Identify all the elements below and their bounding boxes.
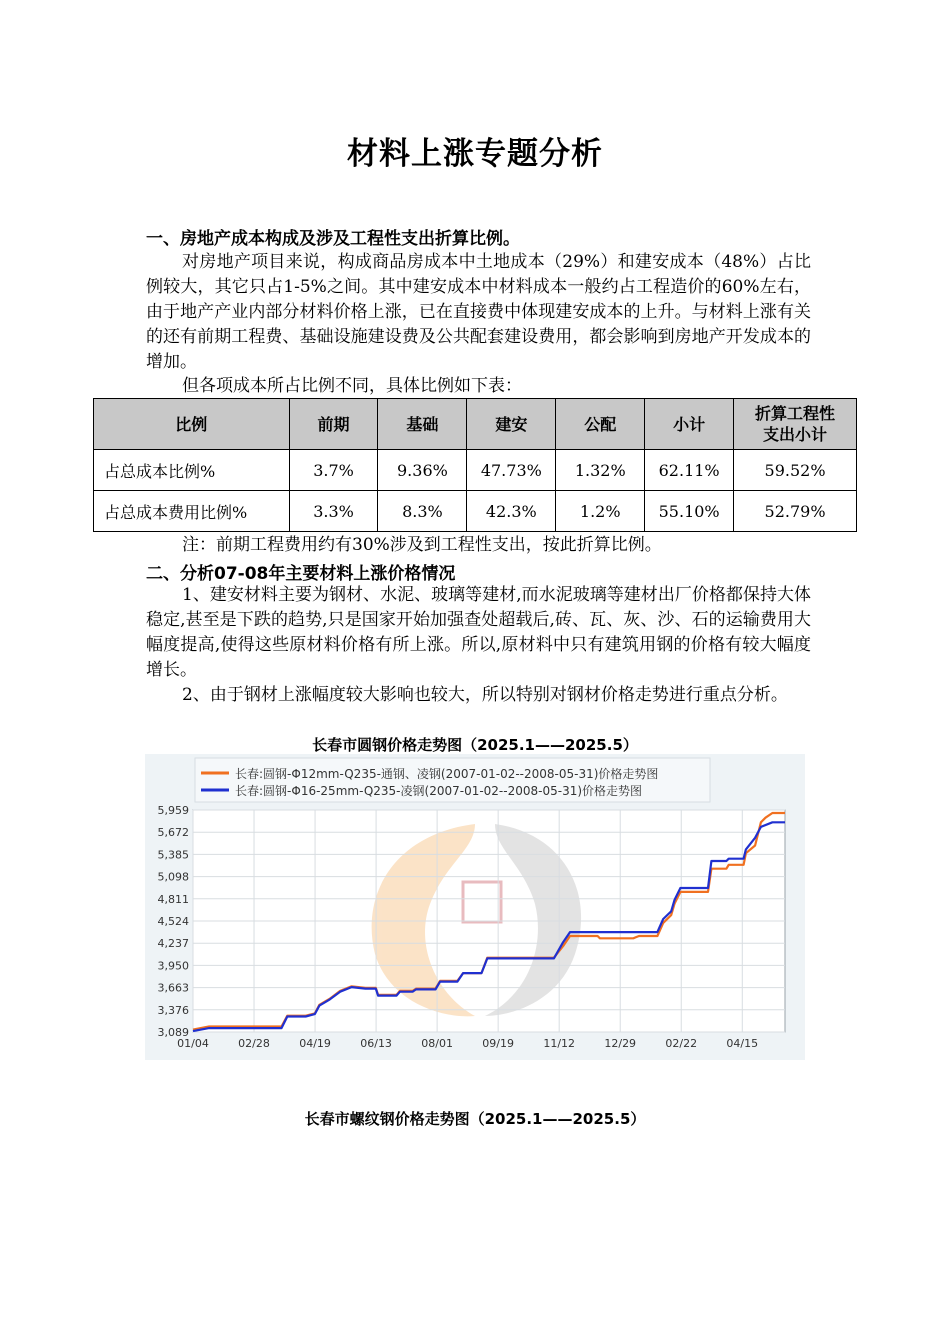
table-header-cell: 建安 [467,399,556,450]
y-tick-label: 3,663 [157,981,189,995]
legend-label-2: 长春:圆钢-Φ16-25mm-Q235-凌钢(2007-01-02--2008-05-31)价格走势图 [235,784,643,798]
table-cell: 47.73% [467,450,556,491]
y-tick-label: 4,524 [157,915,189,928]
table-cell: 占总成本比例% [94,450,290,491]
x-tick-label: 04/15 [726,1037,759,1050]
x-tick-label: 12/29 [604,1037,637,1050]
x-tick-label: 09/19 [482,1037,515,1050]
table-cell: 3.7% [289,450,378,491]
y-tick-label: 4,811 [157,892,189,906]
table-header-cell: 小计 [645,399,734,450]
section-2-paragraph-2: 2、由于钢材上涨幅度较大影响也较大，所以特别对钢材价格走势进行重点分析。 [182,685,788,705]
table-header-cell: 比例 [94,399,290,450]
table-header-cell: 基础 [378,399,467,450]
x-tick-label: 11/12 [543,1037,576,1050]
page-title: 材料上涨专题分析 [347,136,603,172]
section-1-heading: 一、房地产成本构成及涉及工程性支出折算比例。 [146,229,520,249]
section-2-paragraph-1: 1、建安材料主要为钢材、水泥、玻璃等建材,而水泥玻璃等建材出厂价格都保持大体稳定,甚至是下跌的趋势,只是国家开始加强查处超载后,砖、瓦、灰、沙、石的运输费用大幅度提高,使得这些原材料价格有所上涨。所以,原材料中只有建筑用钢的价格有较大幅度增长。 [146,585,811,680]
table-cell: 55.10% [645,491,734,532]
table-header-row [94,399,857,450]
x-tick-label: 08/01 [421,1037,453,1050]
section-2-heading: 二、分析07-08年主要材料上涨价格情况 [146,564,456,584]
chart-1-caption: 长春市圆钢价格走势图（2025.1——2025.5） [312,736,638,754]
y-tick-label: 3,950 [157,959,189,973]
x-tick-label: 02/22 [665,1037,698,1050]
table-cell: 42.3% [467,491,556,532]
y-tick-label: 5,385 [157,848,189,862]
section-1-paragraph-1: 对房地产项目来说，构成商品房成本中土地成本（29%）和建安成本（48%）占比例较大，其它只占1-5%之间。其中建安成本中材料成本一般约占工程造价的60%左右，由于地产产业内部分材料价格上涨，已在直接费中体现建安成本的上升。与材料上涨有关的还有前期工程费、基础设施建设费及公共配套建设费用，都会影响到房地产开发成本的增加。 [146,252,811,372]
table-cell: 62.11% [645,450,734,491]
table-row [94,450,857,491]
legend-label-1: 长春:圆钢-Φ12mm-Q235-通钢、凌钢(2007-01-02--2008-05-31)价格走势图 [235,767,659,781]
table-row [94,491,857,532]
section-1-paragraph-2: 但各项成本所占比例不同，具体比例如下表： [182,376,522,396]
table-cell: 9.36% [378,450,467,491]
y-tick-label: 5,959 [157,804,189,817]
table-cell: 59.52% [734,450,857,491]
table-cell: 3.3% [289,491,378,532]
cost-ratio-table [93,398,857,532]
table-cell: 52.79% [734,491,857,532]
chart-2-caption: 长春市螺纹钢价格走势图（2025.1——2025.5） [304,1110,646,1128]
x-tick-label: 06/13 [360,1037,392,1050]
x-tick-label: 04/19 [299,1037,331,1050]
y-tick-label: 5,098 [157,870,189,884]
y-tick-label: 5,672 [157,826,189,840]
x-tick-label: 02/28 [238,1037,270,1050]
table-cell: 占总成本费用比例% [94,491,290,532]
table-note: 注：前期工程费用约有30%涉及到工程性支出，按此折算比例。 [182,535,662,555]
x-tick-label: 01/04 [177,1037,209,1050]
round-steel-price-chart [145,754,805,1060]
table-header-cell: 公配 [556,399,645,450]
table-cell: 1.32% [556,450,645,491]
table-header-cell: 前期 [289,399,378,450]
table-cell: 1.2% [556,491,645,532]
table-header-cell: 折算工程性支出小计 [734,399,857,450]
table-cell: 8.3% [378,491,467,532]
y-tick-label: 4,237 [157,937,189,951]
y-tick-label: 3,376 [157,1003,189,1017]
y-tick-label: 3,089 [157,1026,189,1039]
